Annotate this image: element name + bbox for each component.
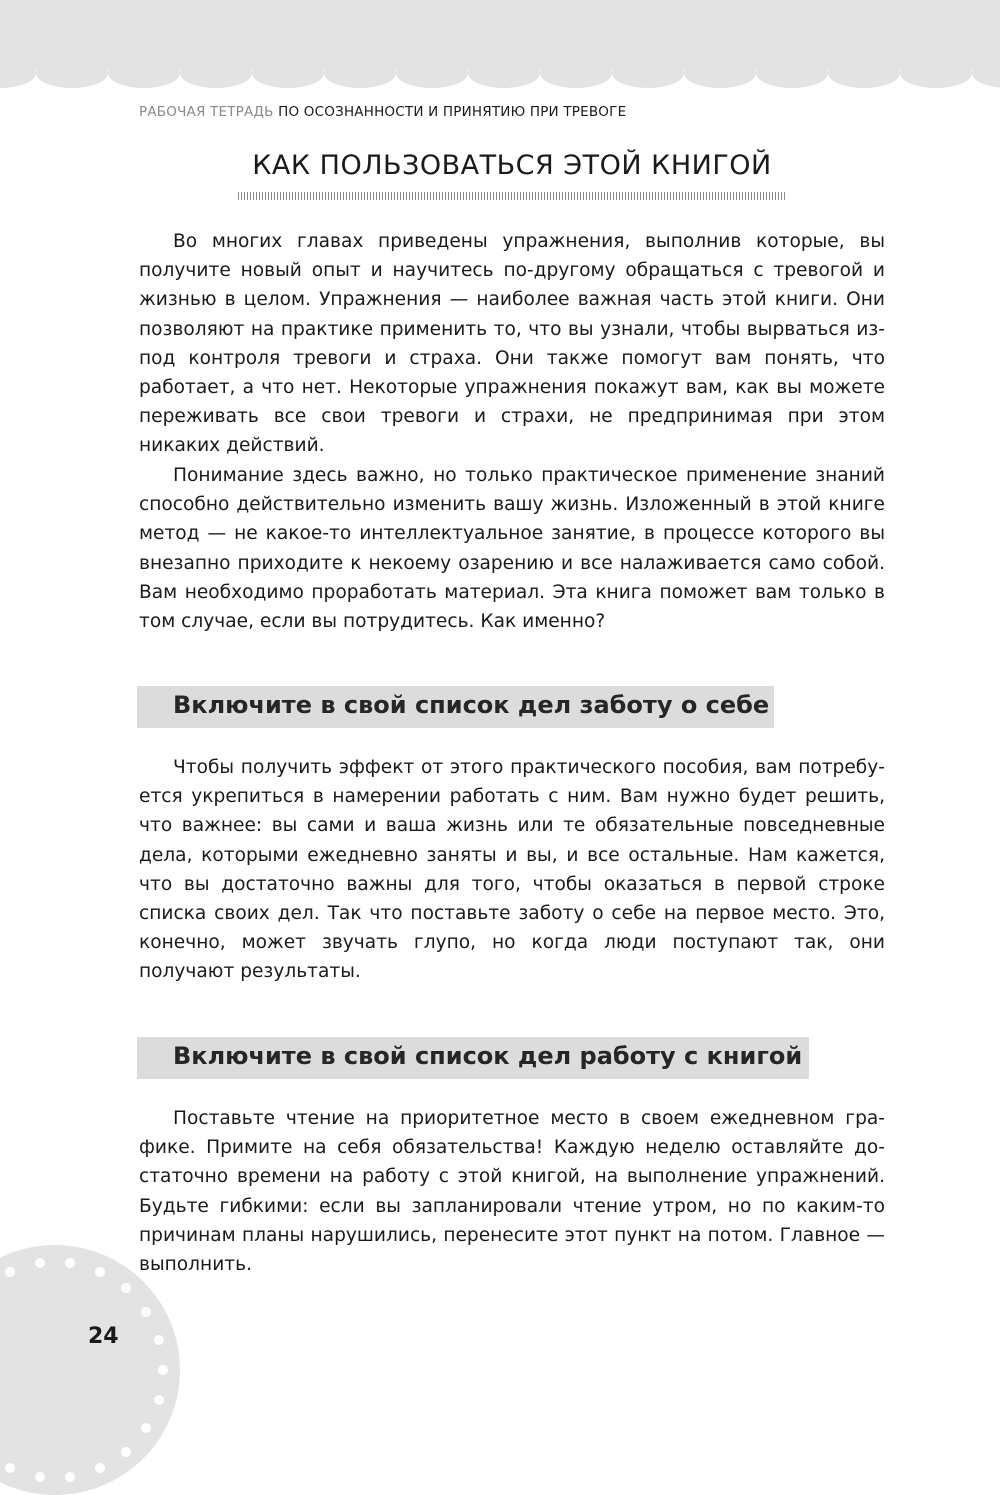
section-1-paragraph: Чтобы получить эффект от этого практического пособия, вам потребуется укрепиться в намерении работать с ним. Вам нужно будет решить, что важнее: вы сами и ваша жизнь или те обязательные повседневные дела, которыми ежедневно заняты и вы, и все остальные. Нам кажется, что вы достаточно важны для того, чтобы оказаться в первой строке списка своих дел. Так что поставьте заботу о себе на первое место. Это, конечно, может звучать глупо, но когда люди поступают так, они получают результаты. — [139, 757, 885, 983]
scallop — [972, 58, 1000, 88]
scallop — [900, 58, 972, 88]
decorative-dot — [5, 1267, 15, 1277]
scallop — [684, 58, 756, 88]
decorative-dot — [95, 1267, 105, 1277]
section-heading-1: Включите в свой список дел заботу о себе — [173, 691, 770, 719]
scallop — [396, 58, 468, 88]
scallop — [108, 58, 180, 88]
intro-paragraph-2: Понимание здесь важно, но только практическое применение знаний способно действительно изменить вашу жизнь. Изложенный в этой книге метод — не какое-то интеллектуальное занятие, в процессе которого вы внезапно приходите к некоему озарению и все налаживается само собой. Вам необходимо проработать материал. Эта книга поможет вам только в том случае, если вы потрудитесь. Как именно? — [139, 465, 885, 633]
decorative-dot — [141, 1307, 151, 1317]
decorative-dot — [65, 1258, 75, 1268]
intro-paragraph-1: Во многих главах приведены упражнения, выполнив которые, вы получите новый опыт и научитесь по-другому обращаться с тревогой и жизнью в целом. Упражнения — наиболее важная часть этой книги. Они позволяют на практике применить то, что вы узнали, чтобы вырваться из-под контроля тревоги и страха. Они также помогут вам понять, что работает, а что нет. Некоторые упражнения покажут вам, как вы можете переживать все свои тревоги и страхи, не предпринимая при этом никаких действий. — [139, 231, 885, 457]
scallop — [612, 58, 684, 88]
section-heading-bar-2 — [137, 1037, 809, 1079]
decorative-dot — [154, 1335, 164, 1345]
page-title: КАК ПОЛЬЗОВАТЬСЯ ЭТОЙ КНИГОЙ — [252, 150, 772, 181]
section-2-paragraph: Поставьте чтение на приоритетное место в своем ежедневном графике. Примите на себя обязательства! Каждую неделю оставляйте достаточно времени на работу с этой книгой, на выполнение упражнений. Будьте гибкими: если вы запланировали чтение утром, но по каким-то причинам планы нарушились, перенесите этот пункт на потом. Главное — выполнить. — [139, 1108, 885, 1276]
decorative-dot — [121, 1283, 131, 1293]
corner-dotted-circle — [0, 1245, 180, 1495]
section-heading-bar-1 — [137, 686, 774, 728]
decorative-dot — [5, 1463, 15, 1473]
running-head — [139, 104, 626, 120]
scallop — [324, 58, 396, 88]
scallop — [0, 58, 36, 88]
scallop — [36, 58, 108, 88]
decorative-dot — [121, 1447, 131, 1457]
decorative-dot — [95, 1463, 105, 1473]
title-underline — [238, 192, 786, 200]
decorative-dot — [35, 1472, 45, 1482]
scallop — [468, 58, 540, 88]
page-number: 24 — [88, 1324, 119, 1349]
decorative-dot — [65, 1472, 75, 1482]
scallop — [756, 58, 828, 88]
decorative-dot — [154, 1395, 164, 1405]
scallop — [252, 58, 324, 88]
decorative-dot — [141, 1423, 151, 1433]
scalloped-border — [0, 58, 1000, 88]
decorative-dot — [35, 1258, 45, 1268]
scallop — [540, 58, 612, 88]
running-head-series: РАБОЧАЯ ТЕТРАДЬ — [139, 104, 274, 120]
scallop — [828, 58, 900, 88]
decorative-dot — [158, 1365, 168, 1375]
running-head-book-title: ПО ОСОЗНАННОСТИ И ПРИНЯТИЮ ПРИ ТРЕВОГЕ — [278, 104, 627, 120]
section-heading-2: Включите в свой список дел работу с книгой — [173, 1042, 803, 1070]
scallop — [180, 58, 252, 88]
